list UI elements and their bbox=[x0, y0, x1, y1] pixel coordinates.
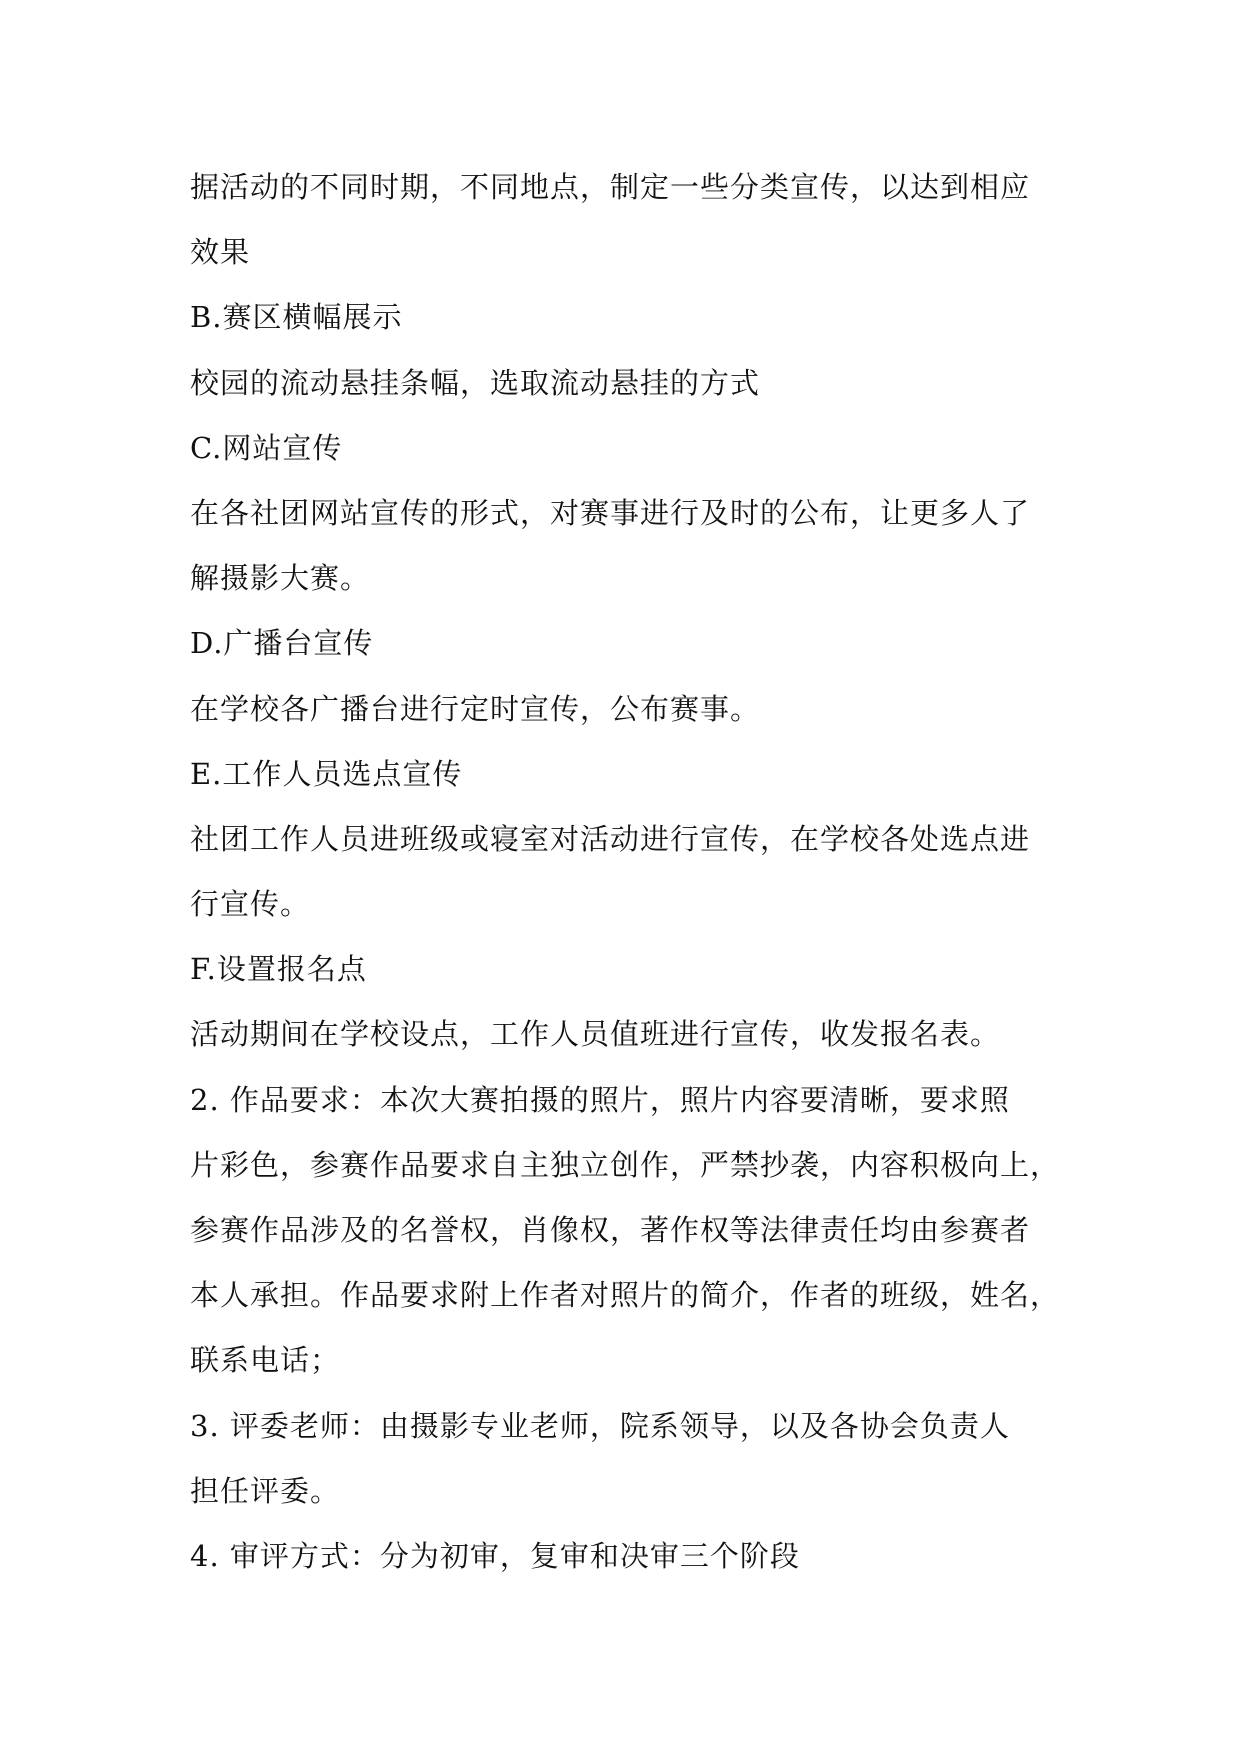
paragraph-line: 在学校各广播台进行定时宣传，公布赛事。 bbox=[190, 691, 761, 726]
paragraph-line: 活动期间在学校设点，工作人员值班进行宣传，收发报名表。 bbox=[190, 1017, 1001, 1052]
paragraph-line: 效果 bbox=[190, 235, 251, 270]
numbered-item-line: 4. 审评方式：分为初审，复审和决审三个阶段 bbox=[190, 1538, 800, 1573]
section-heading: D.广播台宣传 bbox=[190, 626, 374, 661]
numbered-item-line: 2. 作品要求：本次大赛拍摄的照片，照片内容要清晰，要求照 bbox=[190, 1082, 1010, 1117]
section-heading: B.赛区横幅展示 bbox=[190, 300, 403, 335]
section-heading: E.工作人员选点宣传 bbox=[190, 756, 463, 791]
paragraph-line: 据活动的不同时期，不同地点，制定一些分类宣传，以达到相应 bbox=[190, 170, 1031, 204]
document-body bbox=[190, 155, 1070, 1589]
paragraph-line: 本人承担。作品要求附上作者对照片的简介，作者的班级，姓名， bbox=[190, 1278, 1061, 1313]
section-heading: F.设置报名点 bbox=[190, 952, 367, 987]
section-heading: C.网站宣传 bbox=[190, 430, 343, 465]
paragraph-line: 在各社团网站宣传的形式，对赛事进行及时的公布，让更多人了 bbox=[190, 495, 1031, 530]
paragraph-line: 参赛作品涉及的名誉权，肖像权，著作权等法律责任均由参赛者 bbox=[190, 1213, 1031, 1247]
paragraph-line: 片彩色，参赛作品要求自主独立创作，严禁抄袭，内容积极向上， bbox=[190, 1147, 1061, 1182]
paragraph-line: 校园的流动悬挂条幅，选取流动悬挂的方式 bbox=[190, 365, 761, 400]
paragraph-line: 社团工作人员进班级或寝室对活动进行宣传，在学校各处选点进 bbox=[190, 821, 1031, 856]
numbered-item-line: 3. 评委老师：由摄影专业老师，院系领导，以及各协会负责人 bbox=[190, 1408, 1010, 1443]
paragraph-line: 联系电话； bbox=[190, 1343, 341, 1378]
paragraph-line: 行宣传。 bbox=[190, 887, 311, 922]
paragraph-line: 解摄影大赛。 bbox=[190, 561, 371, 596]
paragraph-line: 担任评委。 bbox=[190, 1473, 341, 1508]
